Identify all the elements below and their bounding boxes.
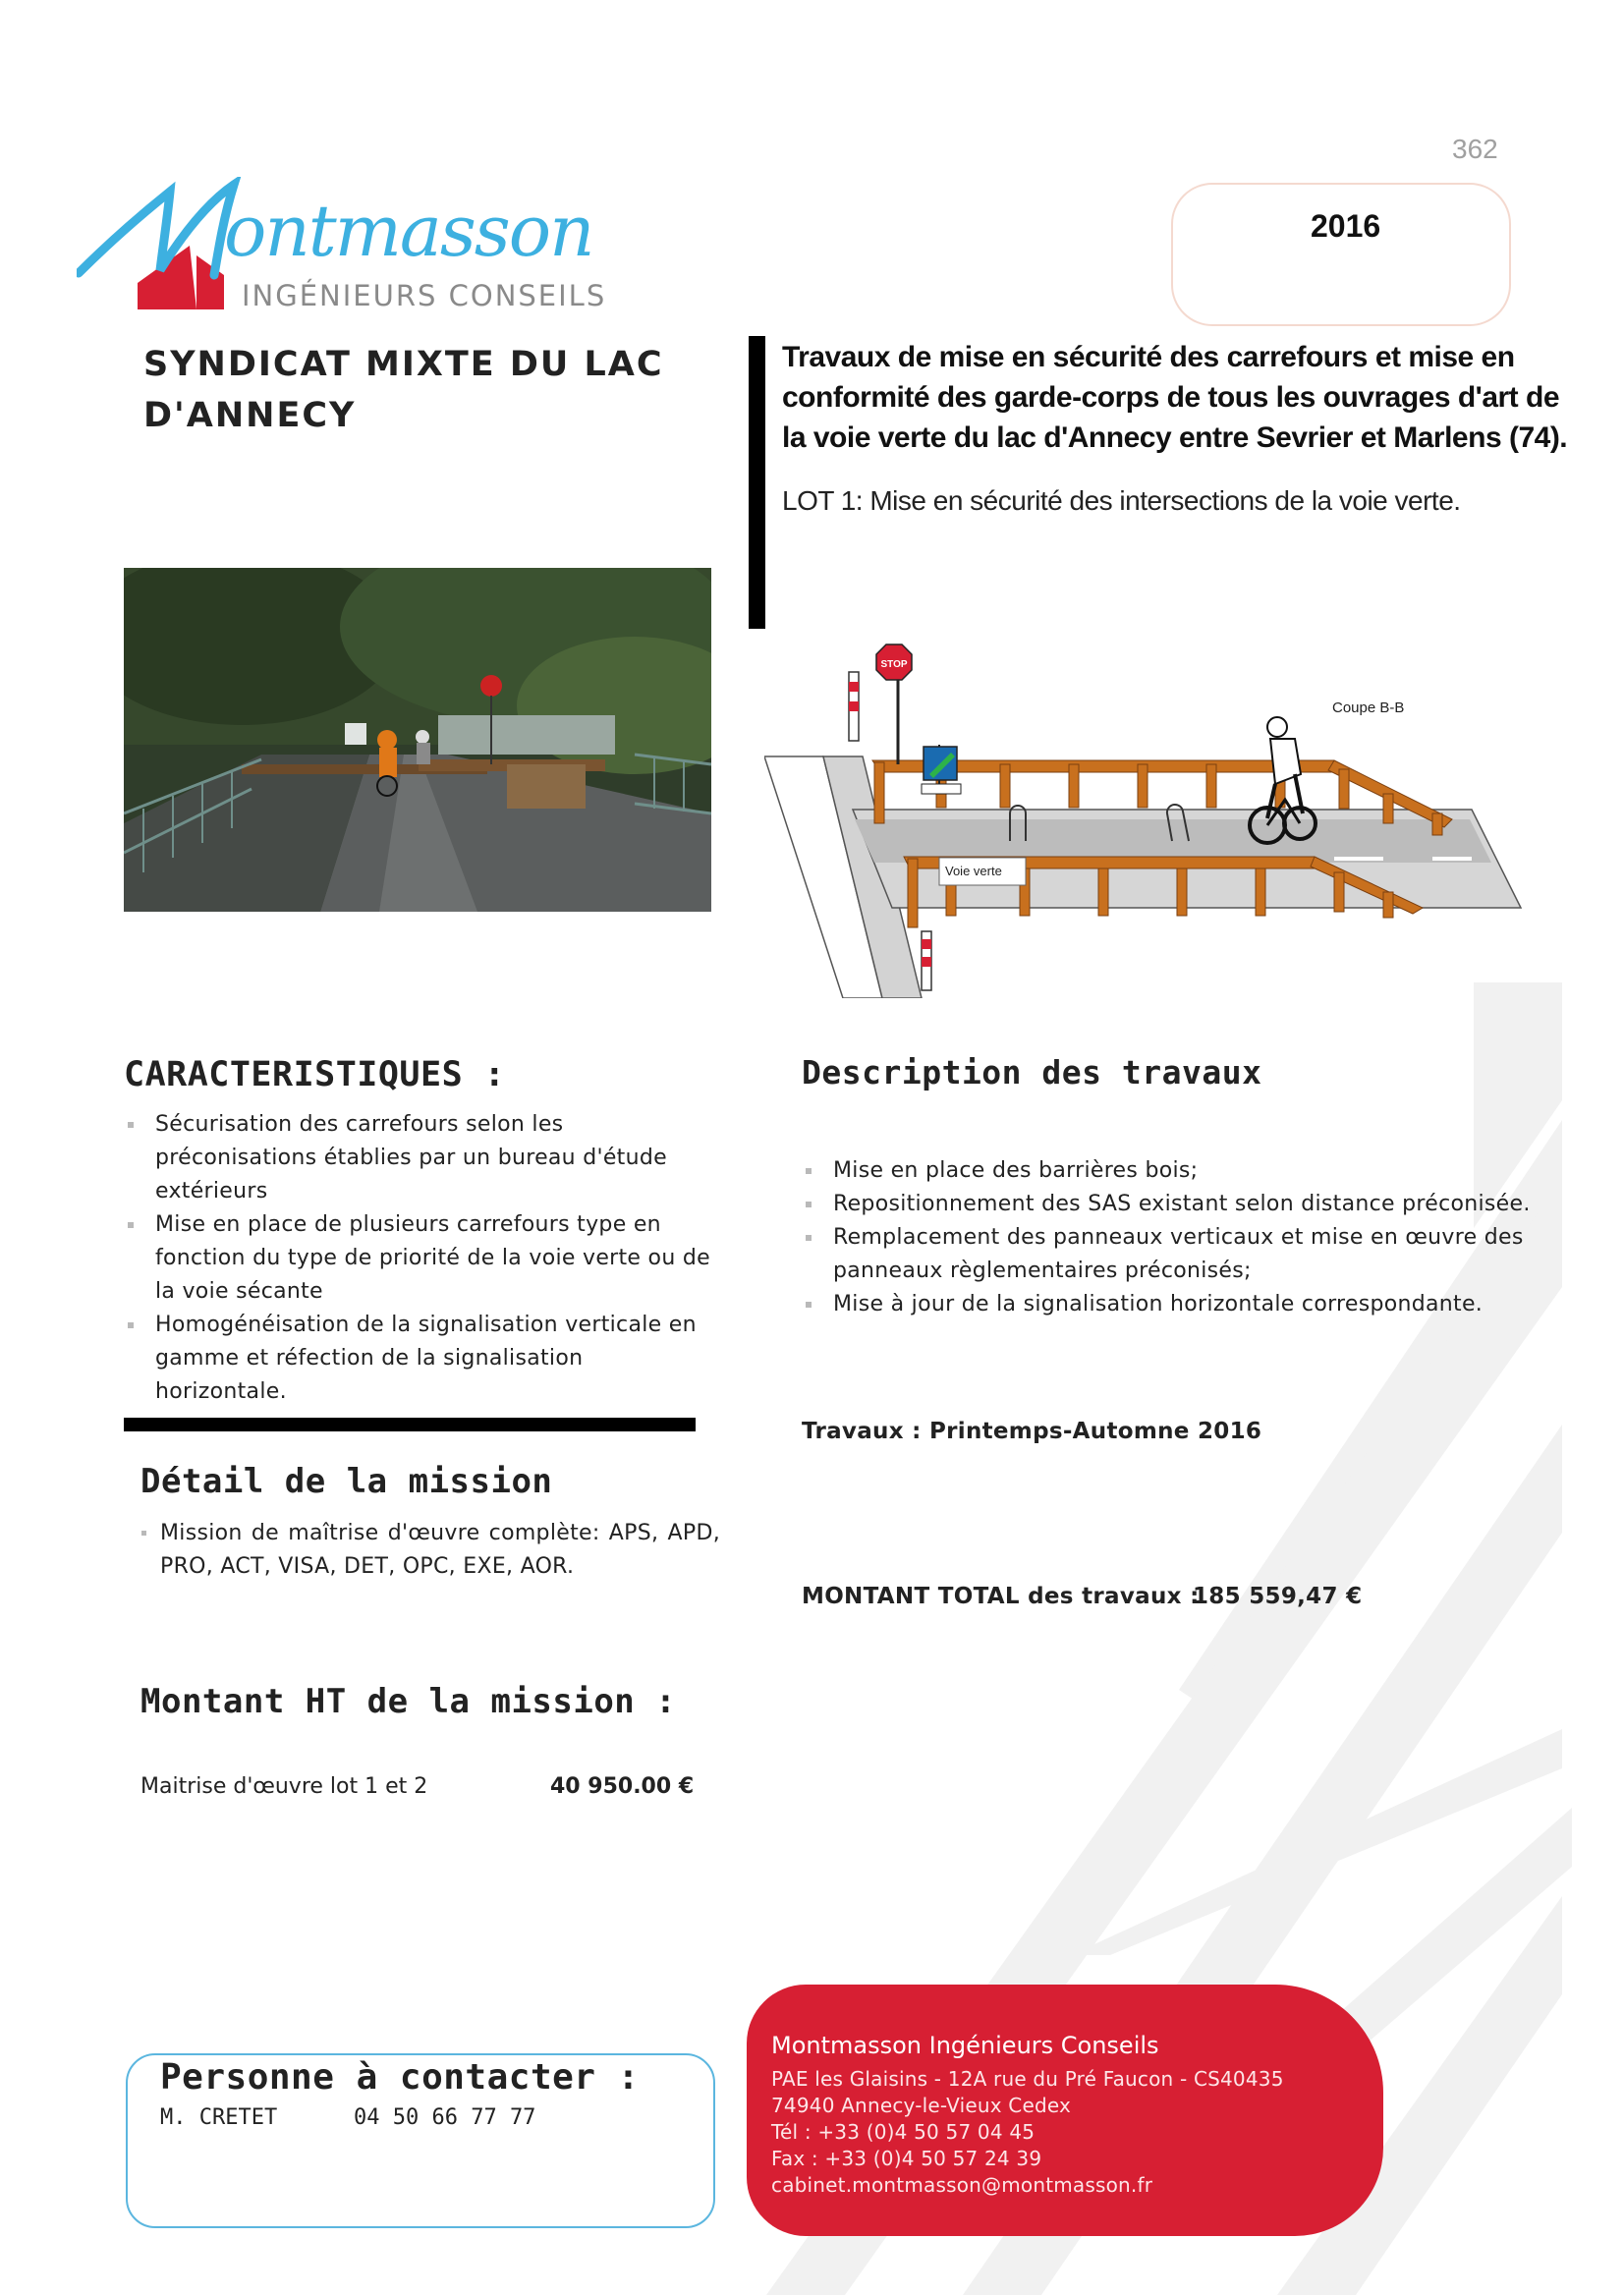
list-item: Homogénéisation de la signalisation verticale en gamme et réfection de la signalisation horizontale.	[124, 1309, 713, 1409]
svg-text:ontmasson: ontmasson	[224, 190, 593, 272]
company-email[interactable]: cabinet.montmasson@montmasson.fr	[771, 2173, 1153, 2197]
vertical-divider	[749, 336, 765, 629]
bullet-icon	[128, 1322, 134, 1328]
contact-phone: 04 50 66 77 77	[354, 2105, 536, 2130]
bullet-icon	[128, 1222, 134, 1228]
year-box	[1171, 183, 1511, 326]
svg-text:STOP: STOP	[880, 659, 908, 670]
project-title: Travaux de mise en sécurité des carrefours et mise en conformité des garde-corps de tous les ouvrages d'art de la voie verte du lac d'Annecy entre Sevrier et Marlens (74).	[782, 341, 1568, 454]
montant-mission-heading: Montant HT de la mission :	[140, 1682, 677, 1721]
contact-name: M. CRETET	[160, 2105, 278, 2130]
bullet-icon	[806, 1168, 812, 1174]
horizontal-divider	[124, 1418, 696, 1431]
svg-text:Voie verte: Voie verte	[945, 864, 1002, 878]
bullet-icon	[806, 1302, 812, 1308]
travaux-period: Travaux : Printemps-Automne 2016	[802, 1419, 1262, 1444]
page-number: 362	[1452, 134, 1498, 164]
contact-heading: Personne à contacter :	[160, 2057, 640, 2098]
company-city: 74940 Annecy-le-Vieux Cedex	[771, 2094, 1072, 2117]
company-phone: Tél : +33 (0)4 50 57 04 45	[771, 2120, 1036, 2144]
list-item: Mise en place de plusieurs carrefours type en fonction du type de priorité de la voie verte ou de la voie sécante	[124, 1208, 713, 1309]
site-photo	[124, 568, 711, 912]
list-item: Mise à jour de la signalisation horizontale correspondante.	[802, 1288, 1548, 1321]
description-heading: Description des travaux	[802, 1053, 1262, 1092]
bullet-icon	[141, 1531, 146, 1536]
bullet-icon	[806, 1235, 812, 1241]
crossing-diagram	[764, 637, 1526, 998]
bullet-icon	[806, 1202, 812, 1207]
montant-total-value: 185 559,47 €	[1193, 1584, 1363, 1609]
maitrise-value: 40 950.00 €	[550, 1774, 695, 1799]
company-address: PAE les Glaisins - 12A rue du Pré Faucon - CS40435	[771, 2067, 1284, 2091]
list-item: Sécurisation des carrefours selon les préconisations établies par un bureau d'étude extérieurs	[124, 1108, 713, 1208]
mission-heading: Détail de la mission	[140, 1462, 553, 1501]
company-name: Montmasson Ingénieurs Conseils	[771, 2032, 1159, 2059]
list-item: Remplacement des panneaux verticaux et mise en œuvre des panneaux règlementaires préconisés;	[802, 1221, 1548, 1288]
list-item: Mission de maîtrise d'œuvre complète: APS, APD, PRO, ACT, VISA, DET, OPC, EXE, AOR.	[140, 1517, 720, 1584]
caracteristiques-heading: CARACTERISTIQUES :	[124, 1055, 506, 1094]
lot-description: LOT 1: Mise en sécurité des intersections de la voie verte.	[782, 485, 1461, 516]
bullet-icon	[128, 1122, 134, 1128]
caracteristiques-list	[124, 1108, 713, 1409]
year-text: 2016	[1311, 208, 1381, 244]
montant-total-label: MONTANT TOTAL des travaux :	[802, 1584, 1200, 1609]
mission-list	[140, 1517, 720, 1584]
client-title: SYNDICAT MIXTE DU LAC D'ANNECY	[143, 345, 664, 435]
diagram-section-label: Coupe B-B	[1332, 700, 1405, 716]
description-list	[802, 1154, 1548, 1321]
logo-tagline: INGÉNIEURS CONSEILS	[242, 279, 607, 312]
list-item: Repositionnement des SAS existant selon distance préconisée.	[802, 1188, 1548, 1221]
list-item: Mise en place des barrières bois;	[802, 1154, 1548, 1188]
maitrise-label: Maitrise d'œuvre lot 1 et 2	[140, 1774, 428, 1799]
company-fax: Fax : +33 (0)4 50 57 24 39	[771, 2147, 1042, 2170]
